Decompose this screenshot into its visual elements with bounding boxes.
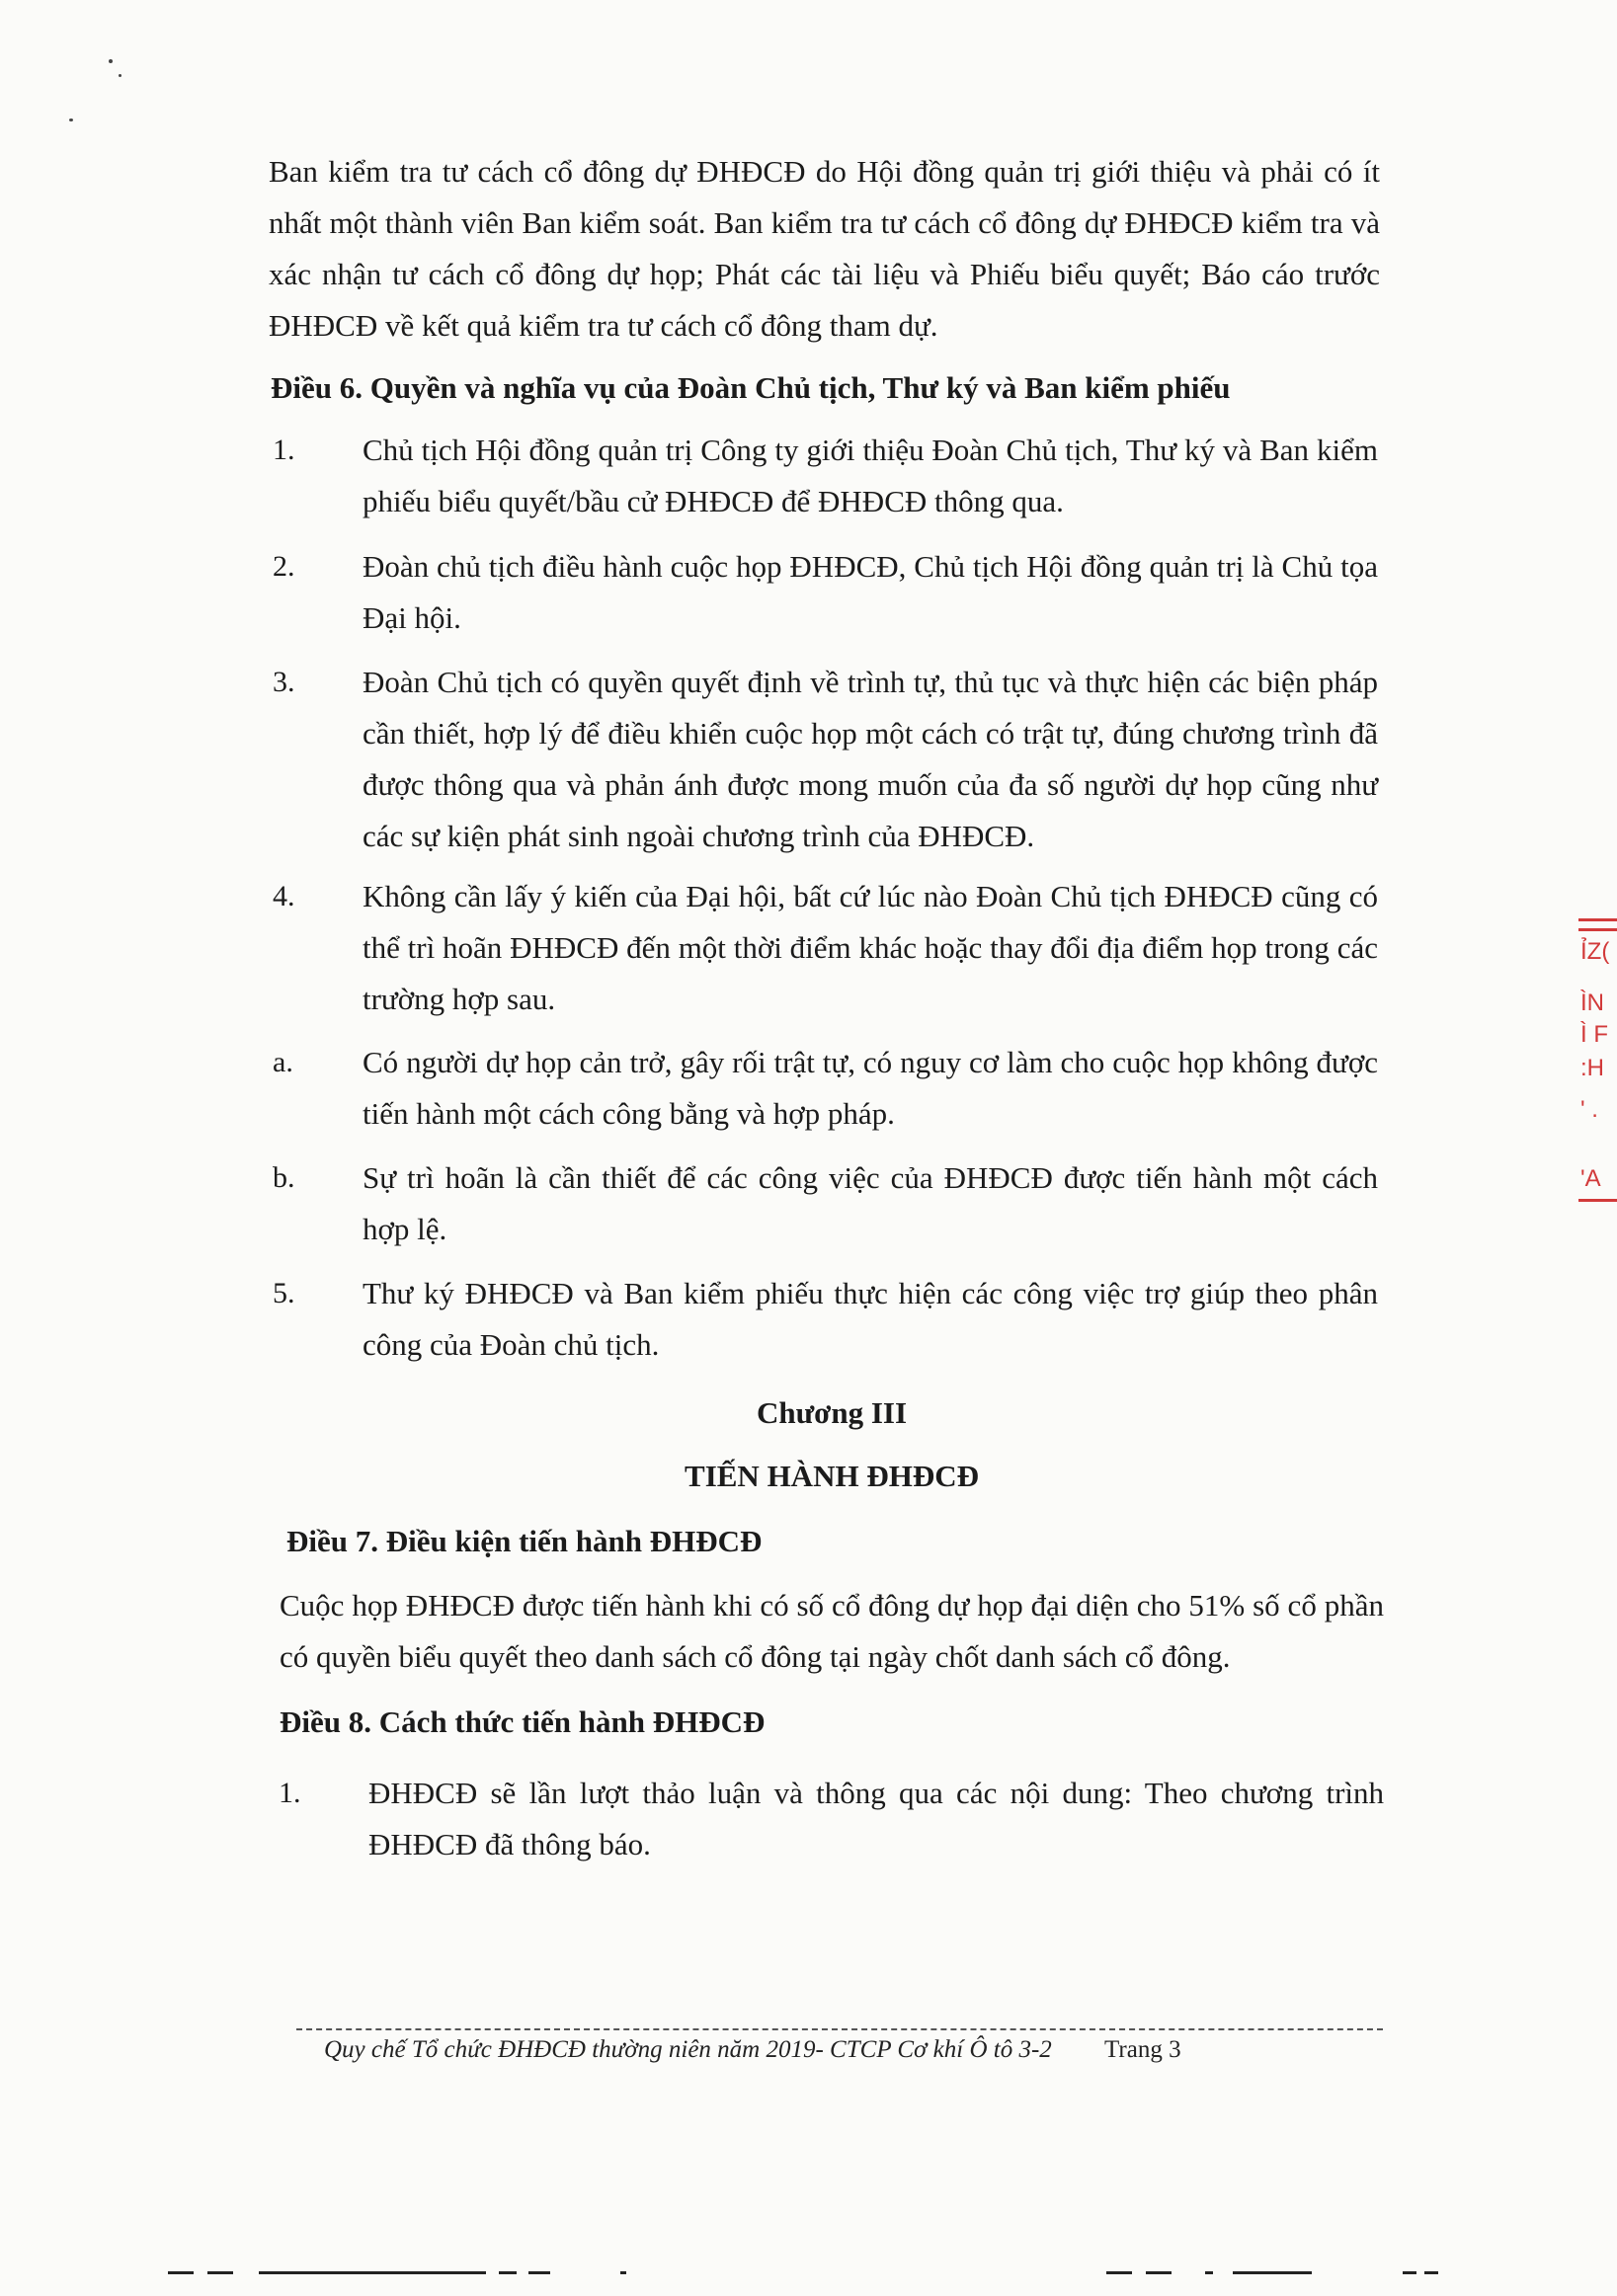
intro-paragraph: Ban kiểm tra tư cách cổ đông dự ĐHĐCĐ do Hội đồng quản trị giới thiệu và phải có ít nhất một thành viên Ban kiểm soát. Ban kiểm tra tư cách cổ đông dự ĐHĐCĐ kiểm tra và xác nhận tư cách cổ đông dự họp; Phát các tài liệu và Phiếu biểu quyết; Báo cáo trước ĐHĐCĐ về kết quả kiểm tra tư cách cổ đông tham dự. — [269, 154, 1380, 343]
stamp-glyph: ÌN — [1580, 990, 1604, 1016]
scan-speck — [69, 119, 73, 121]
edge-mark — [168, 2271, 194, 2274]
stamp-glyph: ' . — [1580, 1096, 1598, 1123]
stamp-line — [1578, 1199, 1617, 1202]
item-number: b. — [273, 1161, 295, 1194]
edge-mark — [259, 2271, 486, 2274]
footer-page-number: Trang 3 — [1104, 2036, 1181, 2063]
item-number: 2. — [273, 550, 295, 583]
edge-mark — [1146, 2271, 1172, 2274]
item-number: 3. — [273, 666, 295, 698]
item-text: ĐHĐCĐ sẽ lần lượt thảo luận và thông qua các nội dung: Theo chương trình ĐHĐCĐ đã thông báo. — [368, 1776, 1384, 1861]
item-text: Đoàn chủ tịch điều hành cuộc họp ĐHĐCĐ, Chủ tịch Hội đồng quản trị là Chủ tọa Đại hội. — [363, 549, 1378, 635]
edge-mark — [620, 2271, 626, 2274]
edge-mark — [207, 2271, 233, 2274]
stamp-glyph: Ì F — [1580, 1021, 1608, 1048]
article-7-paragraph: Cuộc họp ĐHĐCĐ được tiến hành khi có số cổ đông dự họp đại diện cho 51% số cổ phần có quyền biểu quyết theo danh sách cổ đông tại ngày chốt danh sách cổ đông. — [280, 1588, 1384, 1674]
article-8-heading: Điều 8. Cách thức tiến hành ĐHĐCĐ — [280, 1704, 766, 1739]
scan-speck — [119, 74, 121, 77]
item-text: Có người dự họp cản trở, gây rối trật tự, có nguy cơ làm cho cuộc họp không được tiến hành một cách công bằng và hợp pháp. — [363, 1045, 1378, 1131]
article-7-heading: Điều 7. Điều kiện tiến hành ĐHĐCĐ — [286, 1524, 763, 1558]
stamp-line — [1578, 928, 1617, 931]
item-number: a. — [273, 1046, 293, 1078]
article-6-heading: Điều 6. Quyền và nghĩa vụ của Đoàn Chủ tịch, Thư ký và Ban kiểm phiếu — [271, 370, 1231, 405]
item-text: Sự trì hoãn là cần thiết để các công việc của ĐHĐCĐ được tiến hành một cách hợp lệ. — [363, 1160, 1378, 1246]
stamp-glyph: :H — [1580, 1055, 1604, 1081]
edge-mark — [1106, 2271, 1132, 2274]
edge-mark — [1205, 2271, 1213, 2274]
edge-mark — [1403, 2271, 1416, 2274]
item-text: Không cần lấy ý kiến của Đại hội, bất cứ lúc nào Đoàn Chủ tịch ĐHĐCĐ cũng có thể trì hoãn ĐHĐCĐ đến một thời điểm khác hoặc thay đổi địa điểm họp trong các trường hợp sau. — [363, 879, 1378, 1016]
stamp-line — [1578, 918, 1617, 921]
chapter-label: Chương III — [756, 1395, 908, 1430]
red-stamp-fragment — [1578, 909, 1617, 1215]
chapter-title: TIẾN HÀNH ĐHĐCĐ — [685, 1459, 979, 1493]
footer-divider — [296, 2028, 1383, 2030]
stamp-glyph: ỈZ( — [1580, 938, 1610, 965]
edge-mark — [1233, 2271, 1312, 2274]
item-number: 5. — [273, 1277, 295, 1309]
item-number: 1. — [273, 434, 295, 466]
scan-edge-marks — [0, 2271, 1617, 2291]
footer-document-title: Quy chế Tổ chức ĐHĐCĐ thường niên năm 2019- CTCP Cơ khí Ô tô 3-2 — [324, 2036, 1052, 2063]
scan-speck — [109, 59, 113, 63]
edge-mark — [499, 2271, 517, 2274]
item-number: 1. — [279, 1777, 301, 1809]
edge-mark — [1424, 2271, 1438, 2274]
item-text: Chủ tịch Hội đồng quản trị Công ty giới thiệu Đoàn Chủ tịch, Thư ký và Ban kiểm phiếu biểu quyết/bầu cử ĐHĐCĐ để ĐHĐCĐ thông qua. — [363, 433, 1378, 518]
stamp-glyph: 'A — [1580, 1165, 1601, 1192]
edge-mark — [528, 2271, 550, 2274]
item-text: Đoàn Chủ tịch có quyền quyết định về trình tự, thủ tục và thực hiện các biện pháp cần thiết, hợp lý để điều khiển cuộc họp một cách có trật tự, đúng chương trình đã được thông qua và phản ánh được mong muốn của đa số người dự họp cũng như các sự kiện phát sinh ngoài chương trình của ĐHĐCĐ. — [363, 665, 1378, 853]
item-text: Thư ký ĐHĐCĐ và Ban kiểm phiếu thực hiện các công việc trợ giúp theo phân công của Đoàn chủ tịch. — [363, 1276, 1378, 1362]
item-number: 4. — [273, 880, 295, 912]
